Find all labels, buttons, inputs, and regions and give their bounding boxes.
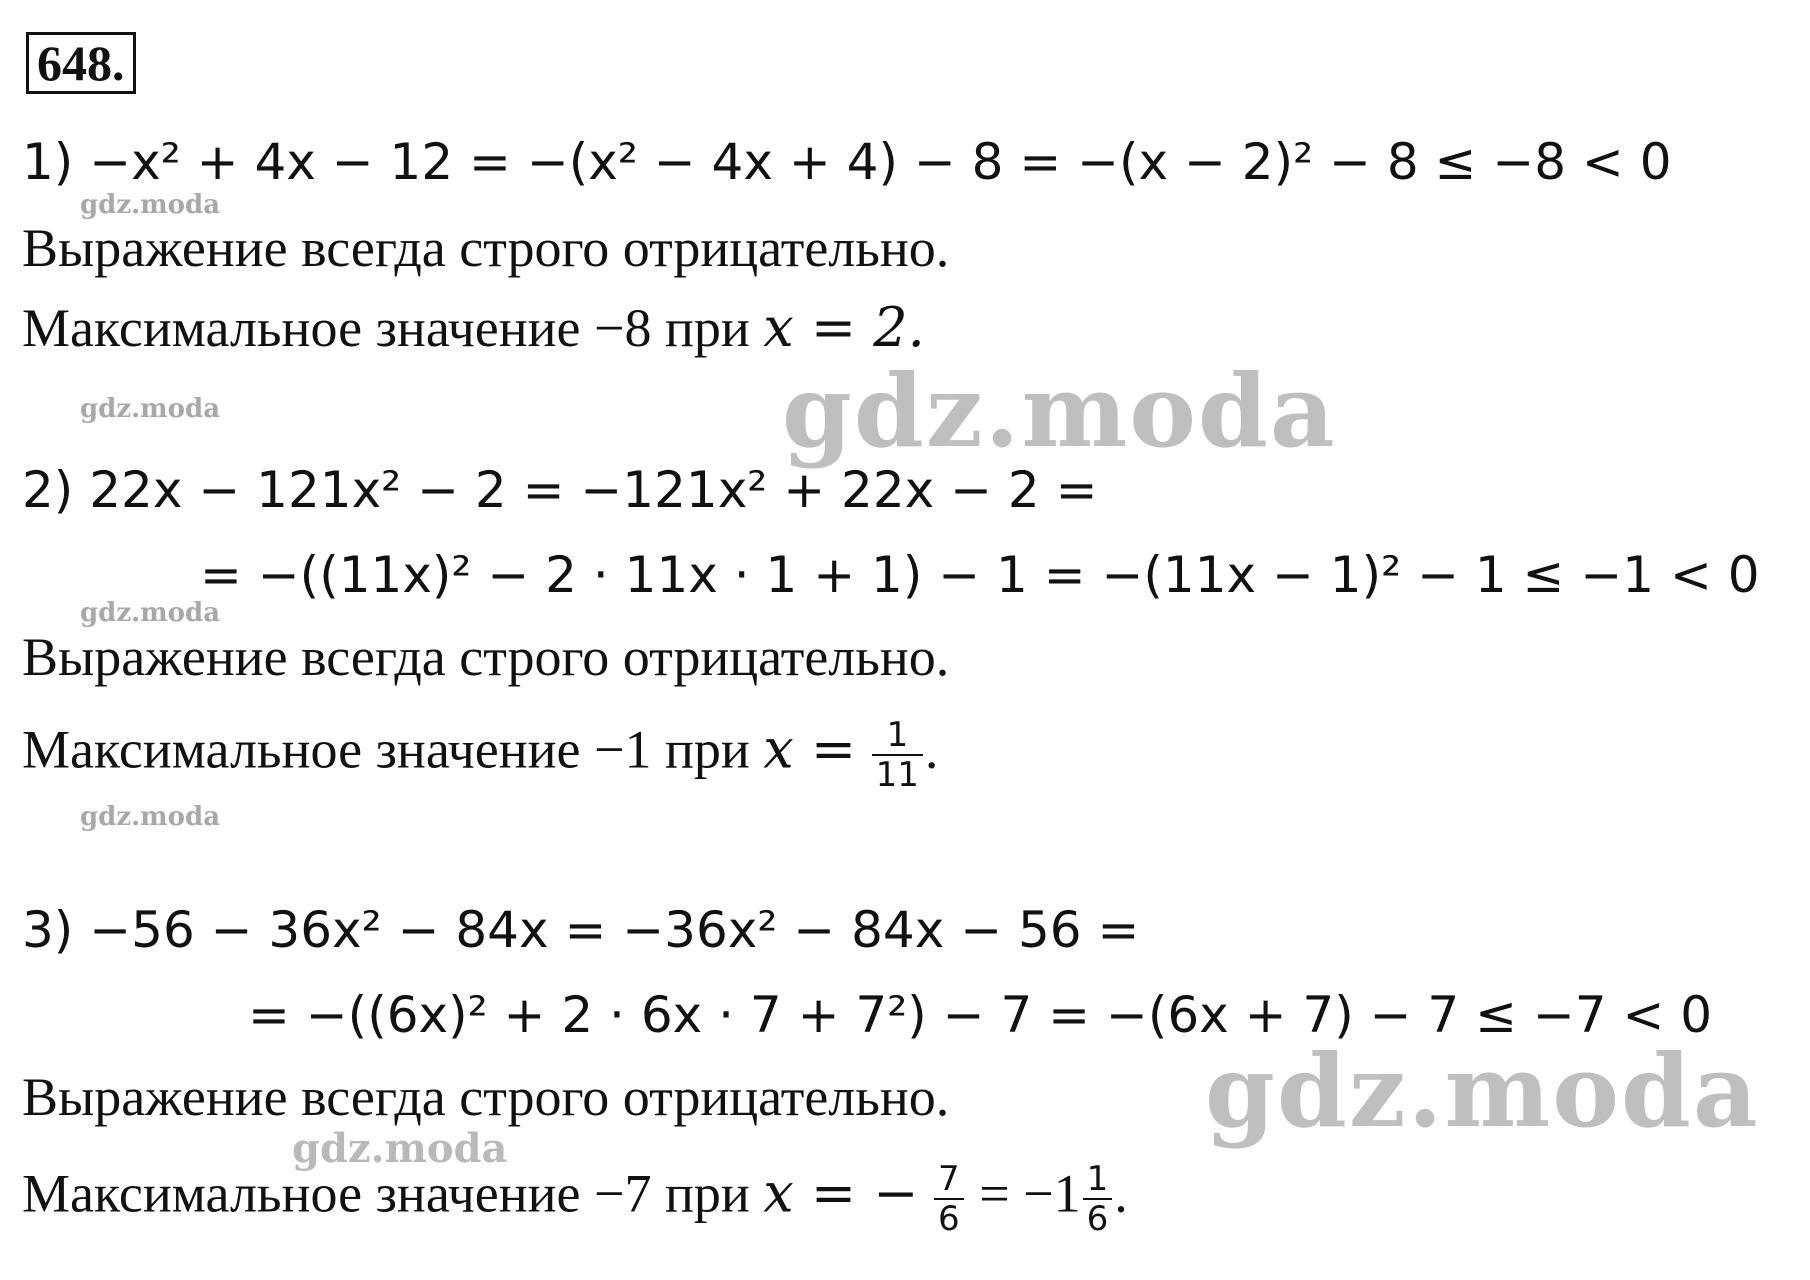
fraction-numerator: 1 [1083,1160,1113,1200]
watermark-small: gdz.moda [80,598,221,628]
watermark-small: gdz.moda [80,190,221,220]
watermark-small: gdz.moda [80,394,221,424]
part3-max-line [22,1160,1128,1238]
part2-statement: Выражение всегда строго отрицательно. [22,627,950,687]
fraction-numerator: 7 [934,1160,964,1200]
part1-max-value: x = 2. [763,296,925,359]
part1-equation [22,132,1672,192]
part1-statement: Выражение всегда строго отрицательно. [22,218,950,278]
fraction-numerator: 1 [872,716,923,756]
part1-label: 1) [22,133,74,191]
part2-equation-line2: = −((11x)² − 2 · 11x · 1 + 1) − 1 = −(11x − 1)² − 1 ≤ −1 < 0 [200,546,1760,604]
part3-equation-line1 [22,900,1139,960]
fraction-denominator: 6 [1086,1199,1109,1239]
part3-max-mid: = −1 [979,1163,1081,1224]
part2-max-fraction [872,716,923,794]
fraction-denominator: 6 [938,1199,960,1239]
part3-max-suffix: . [1114,1163,1128,1224]
part3-eq1: −56 − 36x² − 84x = −36x² − 84x − 56 = [89,901,1140,959]
watermark-small: gdz.moda [80,802,221,832]
part2-max-var: x = [763,717,857,781]
part3-statement: Выражение всегда строго отрицательно. [22,1067,950,1127]
part3-label: 3) [22,901,74,959]
part3-max-prefix: Максимальное значение −7 при [22,1163,750,1224]
watermark-large: gdz.moda [782,352,1337,470]
part2-max-line [22,716,938,794]
part3-max-var: x = − [763,1161,919,1225]
part1-max-line [22,296,925,360]
part1-eq: −x² + 4x − 12 = −(x² − 4x + 4) − 8 = −(x − 2)² − 8 ≤ −8 < 0 [89,133,1672,191]
part3-equation-line2: = −((6x)² + 2 · 6x · 7 + 7²) − 7 = −(6x + 7) − 7 ≤ −7 < 0 [248,986,1713,1044]
watermark-medium: gdz.moda [292,1125,508,1172]
part2-max-suffix: . [924,719,939,780]
part2-eq1: 22x − 121x² − 2 = −121x² + 22x − 2 = [89,461,1098,519]
part2-label: 2) [22,461,74,519]
part1-max-prefix: Максимальное значение −8 при [22,298,750,358]
fraction-denominator: 11 [875,755,919,795]
problem-number: 648. [26,32,136,94]
watermark-large: gdz.moda [1205,1032,1760,1150]
part2-max-prefix: Максимальное значение −1 при [22,719,750,780]
part3-max-fraction [934,1160,964,1238]
part3-max-fraction2 [1083,1160,1113,1238]
